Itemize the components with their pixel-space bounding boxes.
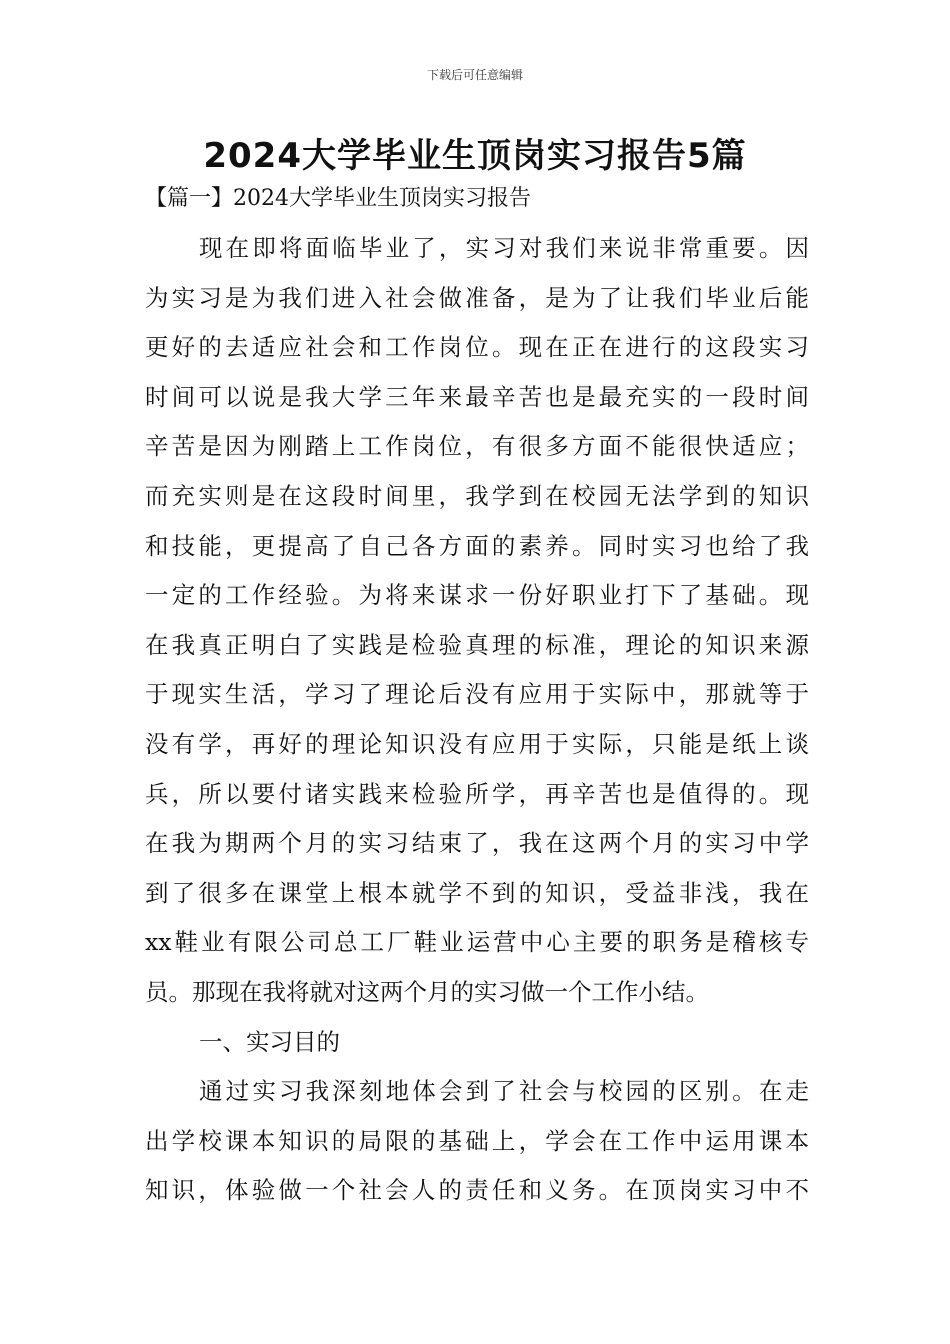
subheading: 一、实习目的 (199, 1027, 340, 1056)
paragraph-line: 知识，体验做一个社会人的责任和义务。在顶岗实习中不 (145, 1176, 809, 1205)
paragraph-1 (145, 224, 809, 1216)
paragraph-line: 员。那现在我将就对这两个月的实习做一个工作小结。 (145, 977, 709, 1006)
page-header-note: 下载后可任意编辑 (426, 68, 523, 82)
paragraph-line: 一定的工作经验。为将来谋求一份好职业打下了基础。现 (145, 581, 809, 610)
document-title: 2024大学毕业生顶岗实习报告5篇 (203, 136, 747, 176)
paragraph-line: 在我为期两个月的实习结束了，我在这两个月的实习中学 (145, 829, 809, 858)
paragraph-line: 在我真正明白了实践是检验真理的标准，理论的知识来源 (145, 630, 809, 659)
paragraph-line: xx鞋业有限公司总工厂鞋业运营中心主要的职务是稽核专 (145, 928, 809, 957)
paragraph-line: 而充实则是在这段时间里，我学到在校园无法学到的知识 (145, 481, 809, 510)
section-heading: 【篇一】2024大学毕业生顶岗实习报告 (145, 186, 531, 211)
paragraph-line: 为实习是为我们进入社会做准备，是为了让我们毕业后能 (145, 283, 809, 312)
paragraph-line: 通过实习我深刻地体会到了社会与校园的区别。在走 (199, 1077, 809, 1106)
paragraph-line: 出学校课本知识的局限的基础上，学会在工作中运用课本 (145, 1126, 809, 1155)
paragraph-line: 更好的去适应社会和工作岗位。现在正在进行的这段实习 (145, 333, 809, 362)
paragraph-line: 没有学，再好的理论知识没有应用于实际，只能是纸上谈 (145, 729, 809, 758)
paragraph-line: 到了很多在课堂上根本就学不到的知识，受益非浅，我在 (145, 878, 809, 907)
paragraph-line: 辛苦是因为刚踏上工作岗位，有很多方面不能很快适应； (145, 432, 809, 461)
paragraph-line: 和技能，更提高了自己各方面的素养。同时实习也给了我 (145, 531, 809, 560)
paragraph-line: 时间可以说是我大学三年来最辛苦也是最充实的一段时间 (145, 382, 809, 411)
paragraph-line: 于现实生活，学习了理论后没有应用于实际中，那就等于 (145, 680, 809, 709)
paragraph-line: 现在即将面临毕业了，实习对我们来说非常重要。因 (199, 234, 809, 262)
paragraph-line: 兵，所以要付诸实践来检验所学，再辛苦也是值得的。现 (145, 779, 809, 808)
